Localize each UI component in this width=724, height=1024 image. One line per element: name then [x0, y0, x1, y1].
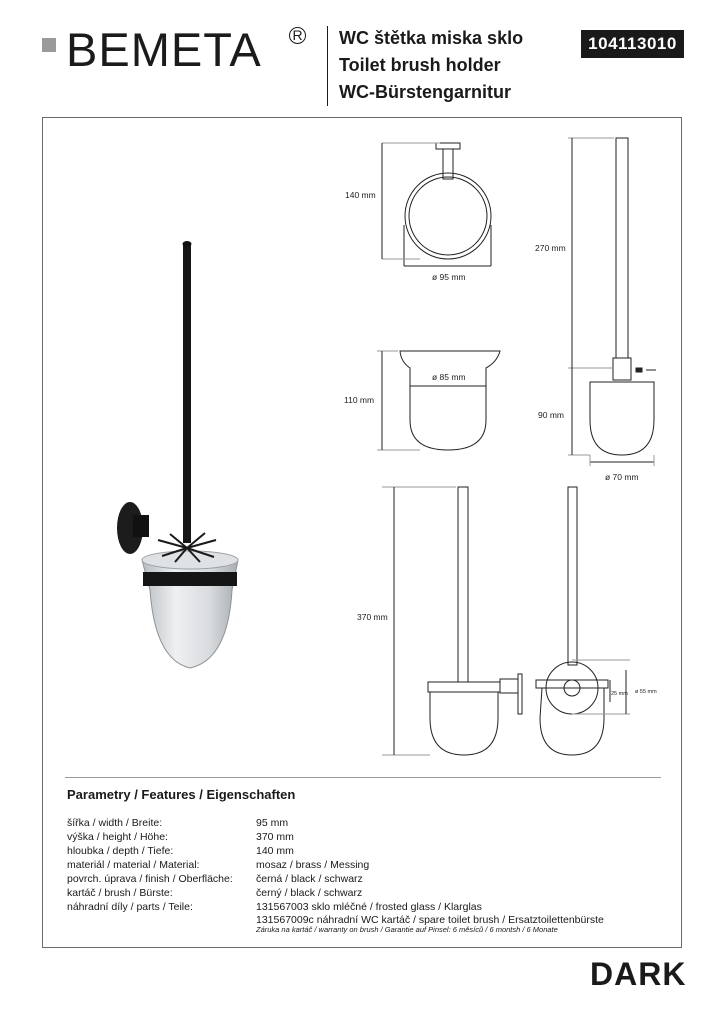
brush-drawing [568, 138, 656, 466]
title-de: WC-Bürstengarnitur [339, 82, 511, 102]
feature-label: kartáč / brush / Bürste: [67, 887, 173, 899]
dim-brush-head-diameter: ø 70 mm [605, 472, 639, 482]
assembled-front-drawing [382, 487, 522, 755]
feature-label: šířka / width / Breite: [67, 817, 163, 829]
feature-label: hloubka / depth / Tiefe: [67, 845, 174, 857]
assembled-side-drawing [536, 487, 630, 755]
registered-mark: R [289, 27, 306, 44]
dim-glass-diameter: ø 85 mm [432, 372, 466, 382]
feature-value: černý / black / schwarz [256, 887, 363, 899]
feature-value: mosaz / brass / Messing [256, 859, 370, 871]
feature-value: černá / black / schwarz [256, 873, 363, 885]
feature-extra-part: 131567009c náhradní WC kartáč / spare toilet brush / Ersatztoilettenbürste [256, 914, 604, 926]
feature-label: náhradní díly / parts / Teile: [67, 901, 193, 913]
ring-holder-drawing [382, 143, 491, 266]
product-photo [117, 241, 238, 668]
features-title: Parametry / Features / Eigenschaften [67, 787, 296, 802]
dim-holder-height: 140 mm [345, 190, 376, 200]
title-en: Toilet brush holder [339, 55, 501, 75]
feature-label: povrch. úprava / finish / Oberfläche: [67, 873, 233, 885]
glass-bowl-drawing [377, 351, 500, 450]
dim-ring-diameter: ø 95 mm [432, 272, 466, 282]
title-cz: WC štětka miska sklo [339, 28, 524, 48]
feature-label: výška / height / Höhe: [67, 831, 168, 843]
dim-glass-height: 110 mm [344, 395, 375, 405]
product-code-badge: 104113010 [581, 30, 684, 58]
dim-wall-offset: 25 mm [611, 691, 628, 697]
dim-rosette-diameter: ø 55 mm [635, 689, 657, 695]
feature-value: 370 mm [256, 831, 294, 843]
dim-brush-head-height: 90 mm [538, 410, 564, 420]
feature-value: 140 mm [256, 845, 294, 857]
warranty-note: Záruka na kartáč / warranty on brush / Garantie auf Pinsel: 6 měsíců / 6 montsh / 6 Monate [256, 925, 558, 934]
dim-brush-length: 270 mm [535, 243, 566, 253]
feature-label: materiál / material / Material: [67, 859, 200, 871]
feature-value: 131567003 sklo mléčné / frosted glass / Klarglas [256, 901, 482, 913]
brand-logo: BEMETA [66, 23, 262, 76]
dim-total-height: 370 mm [357, 612, 388, 622]
feature-value: 95 mm [256, 817, 289, 829]
features-divider [65, 777, 661, 778]
series-name: DARK [590, 956, 687, 992]
